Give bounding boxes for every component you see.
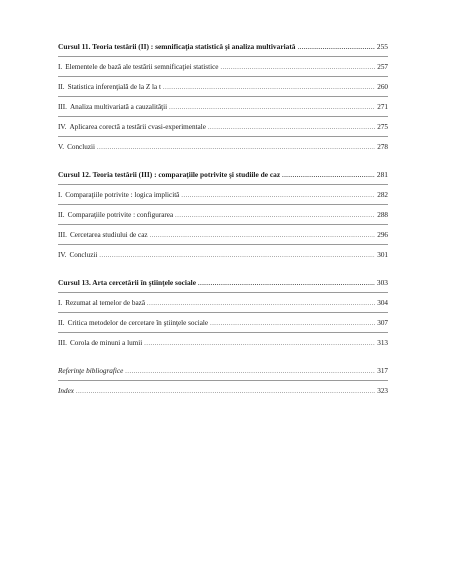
toc-entry-label: Concluzii: [67, 143, 96, 151]
toc-entry-number: IV.: [58, 251, 67, 259]
toc-entry-label: Critica metodelor de cercetare în ştiinţele sociale: [67, 319, 209, 327]
toc-leader-dots: [175, 209, 375, 223]
toc-divider: [58, 292, 388, 293]
toc-leader-dots: [97, 141, 375, 155]
toc-entry-number: II.: [58, 319, 65, 327]
toc-entry-number: I.: [58, 299, 63, 307]
toc-divider: [58, 224, 388, 225]
toc-heading-label: Cursul 13. Arta cercetării în ştiinţele sociale: [58, 278, 196, 287]
toc-page-number: 313: [377, 339, 388, 347]
toc-heading-label: Cursul 11. Teoria testării (II) : semnificaţia statistică şi analiza multivariată: [58, 42, 296, 51]
toc-page-number: 260: [377, 83, 388, 91]
toc-page-number: 301: [377, 251, 388, 259]
toc-entry-label: Index: [58, 387, 74, 395]
toc-leader-dots: [76, 385, 375, 399]
toc-page-number: 323: [377, 387, 388, 395]
toc-entry-label: Statistica inferenţială de la Z la t: [67, 83, 161, 91]
toc-entry-number: IV.: [58, 123, 67, 131]
toc-back-matter: [58, 364, 388, 398]
toc-leader-dots: [99, 249, 375, 263]
toc-divider: [58, 204, 388, 205]
toc-divider: [58, 116, 388, 117]
toc-page-number: 303: [376, 278, 388, 287]
toc-entry-label: Aplicarea corectă a testării cvasi-experimentale: [69, 123, 206, 131]
toc-leader-dots: [198, 277, 375, 291]
toc-entry-label: Referinţe bibliografice: [58, 367, 124, 375]
toc-page-number: 275: [377, 123, 388, 131]
toc-entry-label: Analiza multivariată a cauzalităţii: [69, 103, 168, 111]
toc-entry[interactable]: [58, 296, 388, 310]
section-gap: [58, 350, 388, 364]
toc-heading-label: Cursul 12. Teoria testării (III) : comparaţiile potrivite şi studiile de caz: [58, 170, 281, 179]
toc-section-course-13: [58, 276, 388, 350]
toc-leader-dots: [144, 337, 375, 351]
toc-entry[interactable]: [58, 228, 388, 242]
section-gap: [58, 154, 388, 168]
toc-divider: [58, 244, 388, 245]
toc-entry-label: Comparaţiile potrivite : configurarea: [67, 211, 174, 219]
toc-leader-dots: [150, 229, 376, 243]
toc-entry-number: I.: [58, 191, 63, 199]
toc-entry[interactable]: [58, 336, 388, 350]
toc-entry-label: Elementele de bază ale testării semnificaţiei statistice: [65, 63, 219, 71]
toc-divider: [58, 96, 388, 97]
toc-page-number: 278: [377, 143, 388, 151]
toc-heading-course-12[interactable]: [58, 168, 388, 182]
toc-page-number: 282: [377, 191, 388, 199]
toc-page-number: 317: [377, 367, 388, 375]
toc-entry-number: III.: [58, 103, 67, 111]
toc-entry[interactable]: [58, 120, 388, 134]
toc-entry[interactable]: [58, 80, 388, 94]
toc-entry-label: Concluzii: [69, 251, 98, 259]
toc-page-number: 307: [377, 319, 388, 327]
toc-entry-number: V.: [58, 143, 65, 151]
toc-divider: [58, 184, 388, 185]
toc-leader-dots: [181, 189, 375, 203]
toc-entry-number: II.: [58, 211, 65, 219]
toc-entry[interactable]: [58, 140, 388, 154]
toc-leader-dots: [147, 297, 375, 311]
toc-entry-references[interactable]: [58, 364, 388, 378]
toc-leader-dots: [125, 365, 375, 379]
toc-heading-course-11[interactable]: [58, 40, 388, 54]
toc-divider: [58, 332, 388, 333]
toc-entry-label: Comparaţiile potrivite : logica implicită: [65, 191, 180, 199]
toc-section-course-11: [58, 40, 388, 154]
toc-entry-label: Rezumat al temelor de bază: [65, 299, 146, 307]
toc-entry[interactable]: [58, 316, 388, 330]
toc-divider: [58, 380, 388, 381]
toc-leader-dots: [220, 61, 375, 75]
toc-page-number: 255: [376, 42, 388, 51]
toc-leader-dots: [169, 101, 375, 115]
toc-page-number: 288: [377, 211, 388, 219]
toc-entry-label: Cercetarea studiului de caz: [69, 231, 148, 239]
toc-leader-dots: [298, 41, 375, 55]
toc-divider: [58, 136, 388, 137]
section-gap: [58, 262, 388, 276]
toc-leader-dots: [210, 317, 375, 331]
toc-divider: [58, 76, 388, 77]
toc-entry[interactable]: [58, 188, 388, 202]
toc-entry[interactable]: [58, 100, 388, 114]
toc-page-number: 257: [377, 63, 388, 71]
toc-entry-number: I.: [58, 63, 63, 71]
toc-entry[interactable]: [58, 248, 388, 262]
toc-entry-label: Corola de minuni a lumii: [69, 339, 143, 347]
toc-divider: [58, 56, 388, 57]
toc-entry-index[interactable]: [58, 384, 388, 398]
toc-entry[interactable]: [58, 208, 388, 222]
toc-leader-dots: [282, 169, 375, 183]
toc-page-number: 296: [377, 231, 388, 239]
toc-page-number: 304: [377, 299, 388, 307]
toc-entry-number: III.: [58, 339, 67, 347]
toc-page-number: 281: [376, 170, 388, 179]
toc-entry-number: III.: [58, 231, 67, 239]
toc-leader-dots: [163, 81, 375, 95]
toc-heading-course-13[interactable]: [58, 276, 388, 290]
toc-page-number: 271: [377, 103, 388, 111]
toc-leader-dots: [208, 121, 375, 135]
toc-entry[interactable]: [58, 60, 388, 74]
toc-section-course-12: [58, 168, 388, 262]
toc-divider: [58, 312, 388, 313]
toc-entry-number: II.: [58, 83, 65, 91]
table-of-contents: [58, 40, 388, 398]
